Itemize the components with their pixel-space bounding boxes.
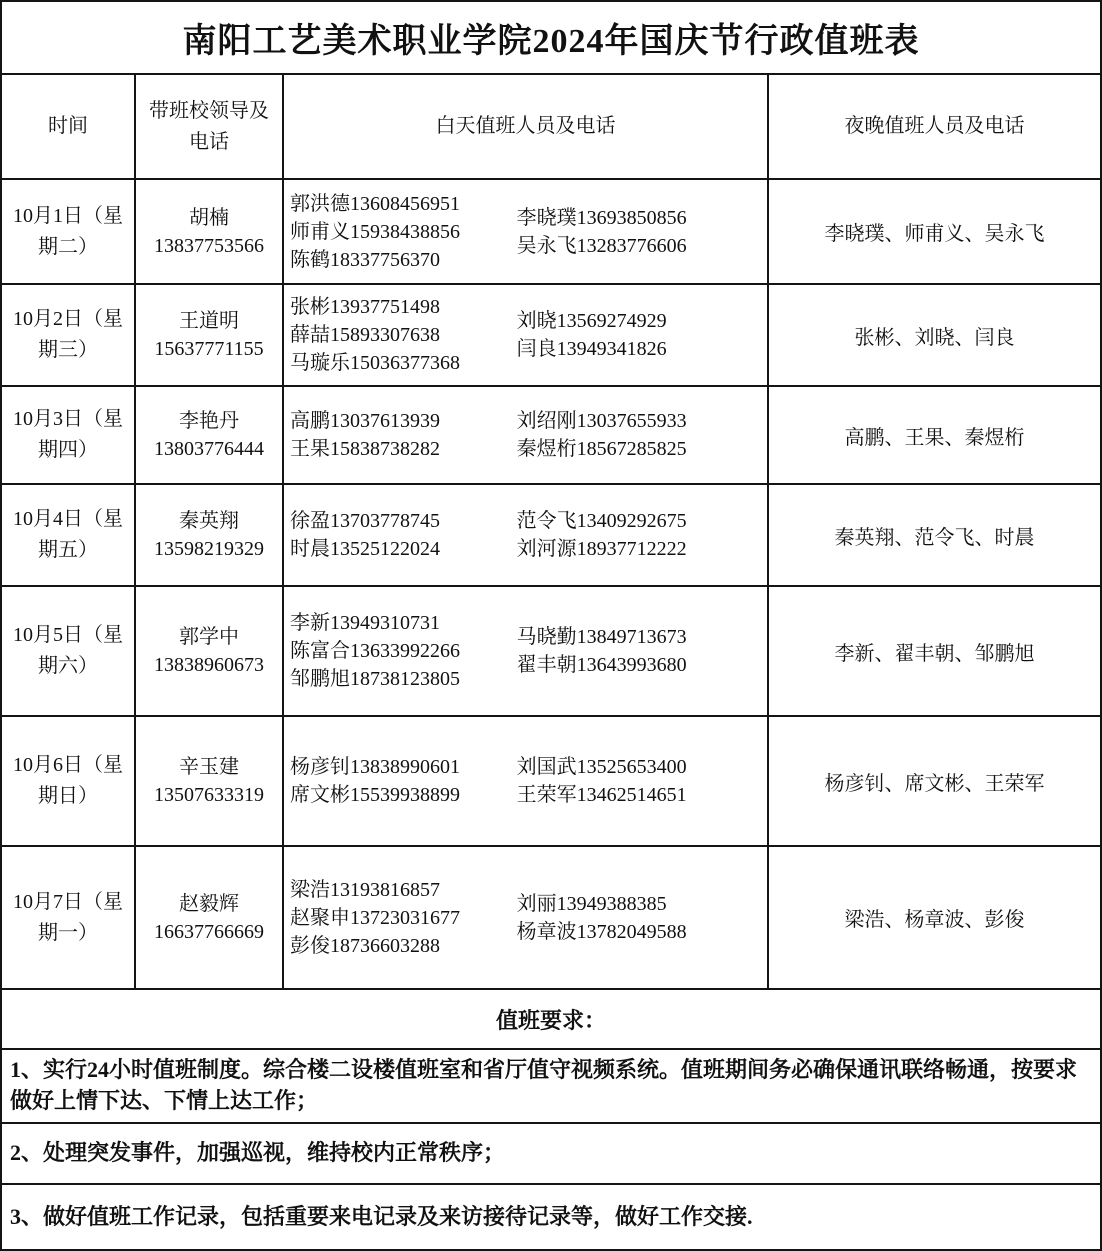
table-row <box>2 587 1100 717</box>
day-duty-right-column <box>507 204 761 260</box>
duty-person-phone: 范令飞13409292675 <box>516 510 687 532</box>
table-header-row <box>2 75 1100 180</box>
table-row <box>2 485 1100 587</box>
requirements-heading: 值班要求： <box>2 990 1100 1050</box>
duty-person-phone: 刘晓13569274929 <box>516 310 667 332</box>
day-duty-left-column <box>290 753 507 809</box>
day-duty-left-column <box>290 876 507 960</box>
night-duty-cell: 杨彦钊、席文彬、王荣军 <box>824 772 1045 795</box>
day-duty-left-column <box>290 293 507 377</box>
leader-name: 郭学中 <box>179 626 239 648</box>
leader-name: 辛玉建 <box>179 756 239 778</box>
duty-person-phone: 梁浩13193816857 <box>290 878 440 901</box>
leader-cell <box>136 717 284 845</box>
requirement-note-1: 1、实行24小时值班制度。综合楼二设楼值班室和省厅值守视频系统。值班期间务必确保通讯联络畅通，按要求做好上情下达、下情上达工作； <box>2 1050 1100 1124</box>
table-row <box>2 717 1100 847</box>
header-night-duty: 夜晚值班人员及电话 <box>844 115 1025 137</box>
night-duty-cell: 高鹏、王果、秦煜桁 <box>844 426 1025 449</box>
duty-person-phone: 翟丰朝13643993680 <box>516 654 687 676</box>
leader-cell <box>136 485 284 585</box>
duty-person-phone: 王果15838738282 <box>290 438 440 460</box>
duty-person-phone: 席文彬15539938899 <box>290 784 460 806</box>
duty-person-phone: 刘丽13949388385 <box>516 892 667 915</box>
header-day-duty: 白天值班人员及电话 <box>284 75 769 178</box>
duty-person-phone: 陈富合13633992266 <box>290 640 460 662</box>
table-row <box>2 285 1100 387</box>
duty-person-phone: 郭洪德13608456951 <box>290 192 460 215</box>
leader-name: 秦英翔 <box>179 510 239 532</box>
leader-cell <box>136 587 284 715</box>
duty-person-phone: 李晓璞13693850856 <box>516 206 687 229</box>
table-row <box>2 387 1100 485</box>
day-duty-right-column <box>507 407 761 463</box>
leader-phone: 15637771155 <box>154 338 264 360</box>
duty-person-phone: 张彬13937751498 <box>290 296 440 318</box>
date-cell: 10月1日（星期二） <box>2 180 136 283</box>
duty-person-phone: 刘国武13525653400 <box>516 756 687 778</box>
duty-person-phone: 薛喆15893307638 <box>290 324 440 346</box>
duty-person-phone: 徐盈13703778745 <box>290 510 440 532</box>
table-row <box>2 180 1100 285</box>
duty-person-phone: 彭俊18736603288 <box>290 934 440 957</box>
leader-phone: 13837753566 <box>154 234 264 257</box>
duty-table-body <box>2 180 1100 990</box>
leader-cell <box>136 180 284 283</box>
duty-person-phone: 杨彦钊13838990601 <box>290 756 460 778</box>
day-duty-cell <box>284 717 769 845</box>
duty-person-phone: 赵聚申13723031677 <box>290 906 460 929</box>
leader-cell <box>136 285 284 385</box>
day-duty-right-column <box>507 507 761 563</box>
duty-person-phone: 马晓勤13849713673 <box>516 626 687 648</box>
day-duty-left-column <box>290 609 507 693</box>
header-time: 时间 <box>2 75 136 178</box>
duty-person-phone: 秦煜桁18567285825 <box>516 438 687 460</box>
date-cell: 10月4日（星期五） <box>2 485 136 585</box>
leader-name: 李艳丹 <box>179 410 239 432</box>
day-duty-cell <box>284 847 769 988</box>
day-duty-right-column <box>507 753 761 809</box>
duty-person-phone: 邹鹏旭18738123805 <box>290 668 460 690</box>
duty-person-phone: 师甫义15938438856 <box>290 220 460 243</box>
leader-name: 赵毅辉 <box>179 892 239 915</box>
date-cell: 10月2日（星期三） <box>2 285 136 385</box>
night-duty-cell: 李新、翟丰朝、邹鹏旭 <box>834 642 1035 665</box>
day-duty-left-column <box>290 190 507 274</box>
leader-phone: 13803776444 <box>154 438 264 460</box>
duty-person-phone: 马璇乐15036377368 <box>290 352 460 374</box>
duty-person-phone: 刘绍刚13037655933 <box>516 410 687 432</box>
duty-person-phone: 吴永飞13283776606 <box>516 234 687 257</box>
date-cell: 10月5日（星期六） <box>2 587 136 715</box>
leader-name: 王道明 <box>179 310 239 332</box>
date-cell: 10月6日（星期日） <box>2 717 136 845</box>
table-row <box>2 847 1100 990</box>
requirement-note-2: 2、处理突发事件，加强巡视，维持校内正常秩序； <box>2 1124 1100 1185</box>
day-duty-cell <box>284 180 769 283</box>
night-duty-cell: 秦英翔、范令飞、时晨 <box>834 526 1035 549</box>
leader-cell <box>136 387 284 483</box>
day-duty-cell <box>284 387 769 483</box>
day-duty-cell <box>284 485 769 585</box>
day-duty-right-column <box>507 890 761 946</box>
day-duty-right-column <box>507 307 761 363</box>
day-duty-cell <box>284 587 769 715</box>
requirement-note-3: 3、做好值班工作记录，包括重要来电记录及来访接待记录等，做好工作交接. <box>10 1203 753 1229</box>
leader-name: 胡楠 <box>189 206 229 229</box>
night-duty-cell: 梁浩、杨章波、彭俊 <box>844 909 1025 931</box>
duty-person-phone: 高鹏13037613939 <box>290 410 440 432</box>
leader-phone: 16637766669 <box>154 920 264 943</box>
date-cell: 10月7日（星期一） <box>2 847 136 988</box>
day-duty-cell <box>284 285 769 385</box>
leader-phone: 13598219329 <box>154 538 264 560</box>
duty-person-phone: 陈鹤18337756370 <box>290 248 440 271</box>
day-duty-left-column <box>290 407 507 463</box>
day-duty-right-column <box>507 623 761 679</box>
duty-person-phone: 时晨13525122024 <box>290 538 440 560</box>
date-cell: 10月3日（星期四） <box>2 387 136 483</box>
header-leader: 带班校领导及电话 <box>136 75 284 178</box>
day-duty-left-column <box>290 507 507 563</box>
night-duty-cell: 张彬、刘晓、闫良 <box>854 326 1015 349</box>
leader-cell <box>136 847 284 988</box>
page-title: 南阳工艺美术职业学院2024年国庆节行政值班表 <box>2 2 1100 75</box>
duty-person-phone: 李新13949310731 <box>290 612 440 634</box>
duty-person-phone: 刘河源18937712222 <box>516 538 687 560</box>
leader-phone: 13838960673 <box>154 654 264 676</box>
leader-phone: 13507633319 <box>154 784 264 806</box>
duty-person-phone: 杨章波13782049588 <box>516 920 687 943</box>
duty-person-phone: 闫良13949341826 <box>516 338 667 360</box>
night-duty-cell: 李晓璞、师甫义、吴永飞 <box>824 223 1045 245</box>
duty-person-phone: 王荣军13462514651 <box>516 784 687 806</box>
